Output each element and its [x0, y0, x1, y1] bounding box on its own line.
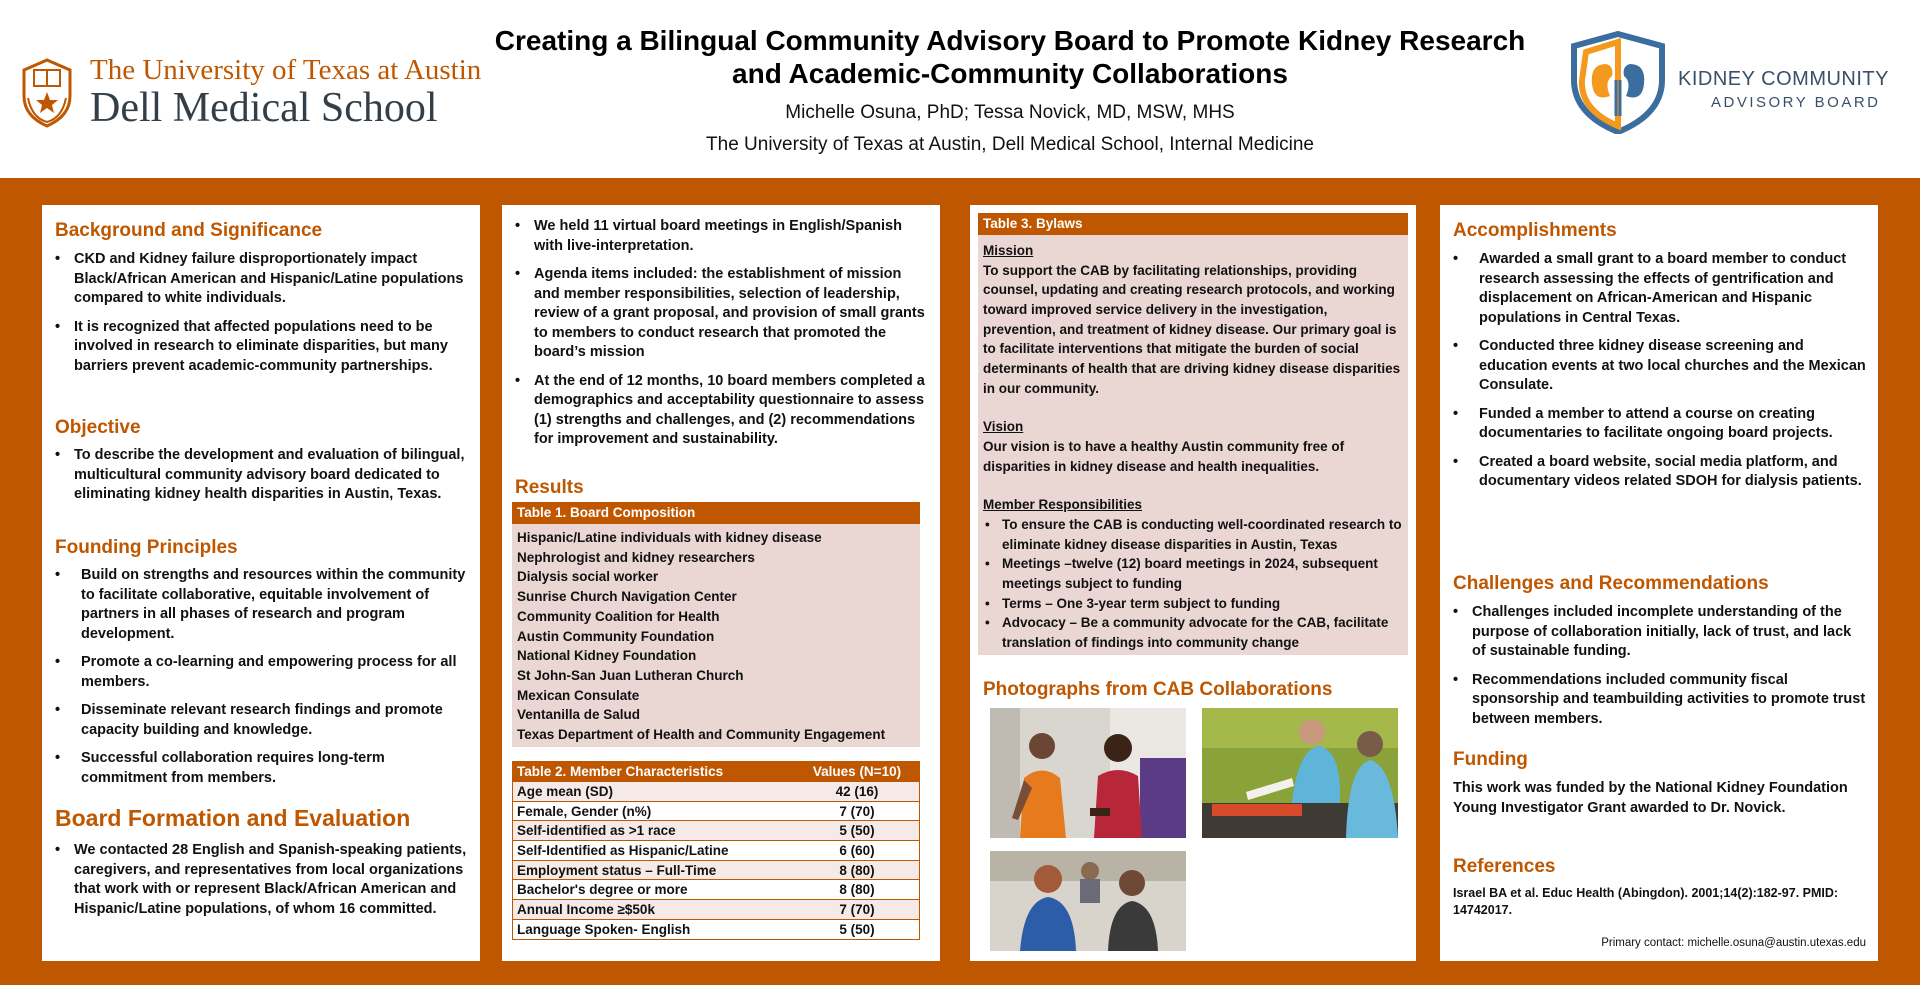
kcab-logo-line1: KIDNEY COMMUNITY: [1678, 68, 1889, 90]
table2-value: 7 (70): [839, 902, 875, 918]
table2-value-header: Values (N=10): [812, 764, 902, 779]
section-references: [1453, 855, 1866, 919]
column-3: [970, 205, 1416, 961]
table2-label: Female, Gender (n%): [517, 803, 652, 819]
kcab-logo: [1566, 30, 1916, 135]
photo-cab-meeting-2: [990, 851, 1186, 951]
table3-title: Table 3. Bylaws: [978, 213, 1408, 235]
table2-value: 5 (50): [839, 921, 875, 937]
table1-row: Nephrologist and kidney researchers: [517, 549, 755, 565]
table-bylaws: [978, 213, 1408, 655]
table-member-characteristics: [512, 761, 920, 940]
objective-heading: Objective: [55, 417, 141, 438]
table1-row: Community Coalition for Health: [517, 608, 720, 624]
school-name: Dell Medical School: [90, 85, 438, 131]
ut-seal-icon: [18, 56, 76, 130]
vision-text: Our vision is to have a healthy Austin community free of disparities in kidney disease and health inequalities.: [983, 438, 1345, 474]
responsibility-item: • To ensure the CAB is conducting well-coordinated research to eliminate kidney disease disparities in Austin, Texas: [983, 515, 1403, 554]
table1-row: Texas Department of Health and Community Engagement: [517, 727, 886, 743]
section-background: [55, 219, 468, 385]
table1-row: Austin Community Foundation: [517, 628, 715, 644]
formation-bullet: • We contacted 28 English and Spanish-speaking patients, caregivers, and representatives from local organizations that work with or represent Black/African American and Hispanic/Latine populations, of whom 16 committed.: [55, 841, 468, 919]
table-row: [513, 899, 919, 919]
formation-heading: Board Formation and Evaluation: [55, 805, 411, 831]
formation-bullet: • Agenda items included: the establishment of mission and member responsibilities, selection of leadership, review of a grant proposal, and provision of small grants to members to conduct research that promoted the board’s mission: [515, 265, 928, 363]
responsibility-item: • Terms – One 3-year term subject to funding: [983, 594, 1403, 614]
poster-affiliation: The University of Texas at Austin, Dell Medical School, Internal Medicine: [706, 134, 1314, 155]
table-row: [513, 820, 919, 840]
poster-title: Creating a Bilingual Community Advisory Board to Promote Kidney Research and Academic-Community Collaborations: [494, 25, 1526, 89]
table1-row: Ventanilla de Salud: [517, 707, 641, 723]
challenge-bullet: • Challenges included incomplete understanding of the purpose of collaboration initially, lack of trust, and lack of sustainable funding.: [1453, 603, 1866, 662]
table2-label: Annual Income ≥$50k: [517, 902, 655, 918]
section-formation: [55, 805, 468, 928]
challenge-bullet: • Recommendations included community fiscal sponsorship and teambuilding activities to promote trust between members.: [1453, 671, 1866, 730]
table2-title: Table 2. Member Characteristics: [517, 764, 724, 779]
responsibilities-label: Member Responsibilities: [983, 497, 1143, 513]
poster-authors: Michelle Osuna, PhD; Tessa Novick, MD, MSW, MHS: [785, 102, 1235, 123]
photo-screening-event: [1202, 708, 1398, 838]
table2-header-row: [513, 762, 919, 781]
table2-label: Age mean (SD): [517, 784, 614, 799]
table2-label: Bachelor's degree or more: [517, 882, 688, 898]
mission-text: To support the CAB by facilitating relationships, providing counsel, updating and creating research protocols, and working toward improved service delivery in the investigation, prevention, and treatment of kidney disease. Our primary goal is to facilitate interventions that mitigate the burden of social determinants of health that are driving kidney disease disparities in our community.: [983, 262, 1401, 396]
responsibility-item: • Meetings –twelve (12) board meetings in 2024, subsequent meetings subject to funding: [983, 554, 1403, 593]
objective-bullet: • To describe the development and evaluation of bilingual, multicultural community advisory board dedicated to eliminating kidney health disparities in Austin, Texas.: [55, 446, 468, 505]
section-objective: [55, 416, 468, 514]
section-accomplishments: [1453, 219, 1866, 501]
section-formation-continued: [515, 217, 928, 459]
principle-bullet: • Build on strengths and resources within the community to facilitate collaborative, equitable involvement of partners in all phases of research and program development.: [55, 566, 468, 644]
kidney-shield-icon: [1566, 30, 1670, 134]
table-row: [513, 860, 919, 880]
challenges-heading: Challenges and Recommendations: [1453, 573, 1769, 594]
table2-value: 5 (50): [839, 823, 875, 839]
table1-row: National Kidney Foundation: [517, 648, 697, 664]
accomplishments-heading: Accomplishments: [1453, 220, 1617, 241]
ut-dell-logo: [18, 50, 488, 135]
table-row: [513, 879, 919, 899]
funding-heading: Funding: [1453, 749, 1528, 770]
title-block: [470, 24, 1550, 156]
primary-contact: Primary contact: michelle.osuna@austin.utexas.edu: [1601, 937, 1866, 949]
responsibility-item: • Advocacy – Be a community advocate for the CAB, facilitate translation of findings into community change: [983, 613, 1403, 652]
formation-bullet: • At the end of 12 months, 10 board members completed a demographics and acceptability questionnaire to assess (1) strengths and challenges, and (2) recommendations for improvement and sustainability.: [515, 372, 928, 450]
background-heading: Background and Significance: [55, 220, 323, 241]
table2-label: Employment status – Full-Time: [517, 862, 717, 878]
university-name: The University of Texas at Austin: [90, 54, 482, 86]
table2-label: Self-Identified as Hispanic/Latine: [517, 843, 729, 859]
accomplishment-bullet: • Awarded a small grant to a board member to conduct research assessing the effects of gentrification and displacement on African-American and Hispanic populations in Central Texas.: [1453, 250, 1866, 328]
accomplishment-bullet: • Funded a member to attend a course on creating documentaries to facilitate ongoing board projects.: [1453, 405, 1866, 444]
photo-cab-meeting-1: [990, 708, 1186, 838]
accomplishment-bullet: • Conducted three kidney disease screening and education events at two local churches and the Mexican Consulate.: [1453, 337, 1866, 396]
table2-value: 8 (80): [839, 862, 875, 878]
column-4: [1440, 205, 1878, 961]
references-heading: References: [1453, 856, 1556, 877]
table1-row: Dialysis social worker: [517, 569, 659, 585]
poster-header: [0, 0, 1920, 178]
formation-bullet: • We held 11 virtual board meetings in English/Spanish with live-interpretation.: [515, 217, 928, 256]
table-row: [513, 801, 919, 821]
section-funding: [1453, 748, 1866, 818]
mission-label: Mission: [983, 243, 1034, 258]
table2-value: 8 (80): [839, 882, 875, 898]
background-bullet: • It is recognized that affected populations need to be involved in research to eliminate disparities, but many barriers prevent academic-community partnerships.: [55, 318, 468, 377]
reference-text: Israel BA et al. Educ Health (Abingdon). 2001;14(2):182-97. PMID: 14742017.: [1453, 886, 1839, 917]
table-row: [513, 840, 919, 860]
section-principles: [55, 536, 468, 797]
column-1: [42, 205, 480, 961]
column-2: [502, 205, 940, 961]
principles-heading: Founding Principles: [55, 537, 238, 558]
table2-value: 7 (70): [839, 803, 875, 819]
principle-bullet: • Disseminate relevant research findings and promote capacity building and knowledge.: [55, 701, 468, 740]
table2-value: 42 (16): [835, 784, 879, 799]
table2-label: Self-identified as >1 race: [517, 823, 676, 839]
funding-text: This work was funded by the National Kidney Foundation Young Investigator Grant awarded to Dr. Novick.: [1453, 780, 1848, 816]
table1-title: Table 1. Board Composition: [512, 502, 920, 524]
photos-heading: Photographs from CAB Collaborations: [983, 679, 1333, 700]
section-challenges: [1453, 572, 1866, 738]
table-row: [513, 781, 919, 801]
background-bullet: • CKD and Kidney failure disproportionately impact Black/African American and Hispanic/Latine populations compared to white individuals.: [55, 250, 468, 309]
table1-row: St John-San Juan Lutheran Church: [517, 667, 744, 683]
table2-label: Language Spoken- English: [517, 921, 691, 937]
table-board-composition: [512, 502, 920, 747]
kcab-logo-line2: ADVISORY BOARD: [1711, 94, 1881, 111]
accomplishment-bullet: • Created a board website, social media platform, and documentary videos related SDOH for dialysis patients.: [1453, 453, 1866, 492]
table1-row: Sunrise Church Navigation Center: [517, 589, 737, 605]
principle-bullet: • Promote a co-learning and empowering process for all members.: [55, 653, 468, 692]
table1-row: Hispanic/Latine individuals with kidney disease: [517, 530, 822, 545]
results-heading: Results: [515, 477, 584, 498]
table-row: [513, 919, 919, 939]
principle-bullet: • Successful collaboration requires long-term commitment from members.: [55, 749, 468, 788]
vision-label: Vision: [983, 419, 1024, 435]
table1-row: Mexican Consulate: [517, 687, 640, 703]
table2-value: 6 (60): [839, 843, 875, 859]
